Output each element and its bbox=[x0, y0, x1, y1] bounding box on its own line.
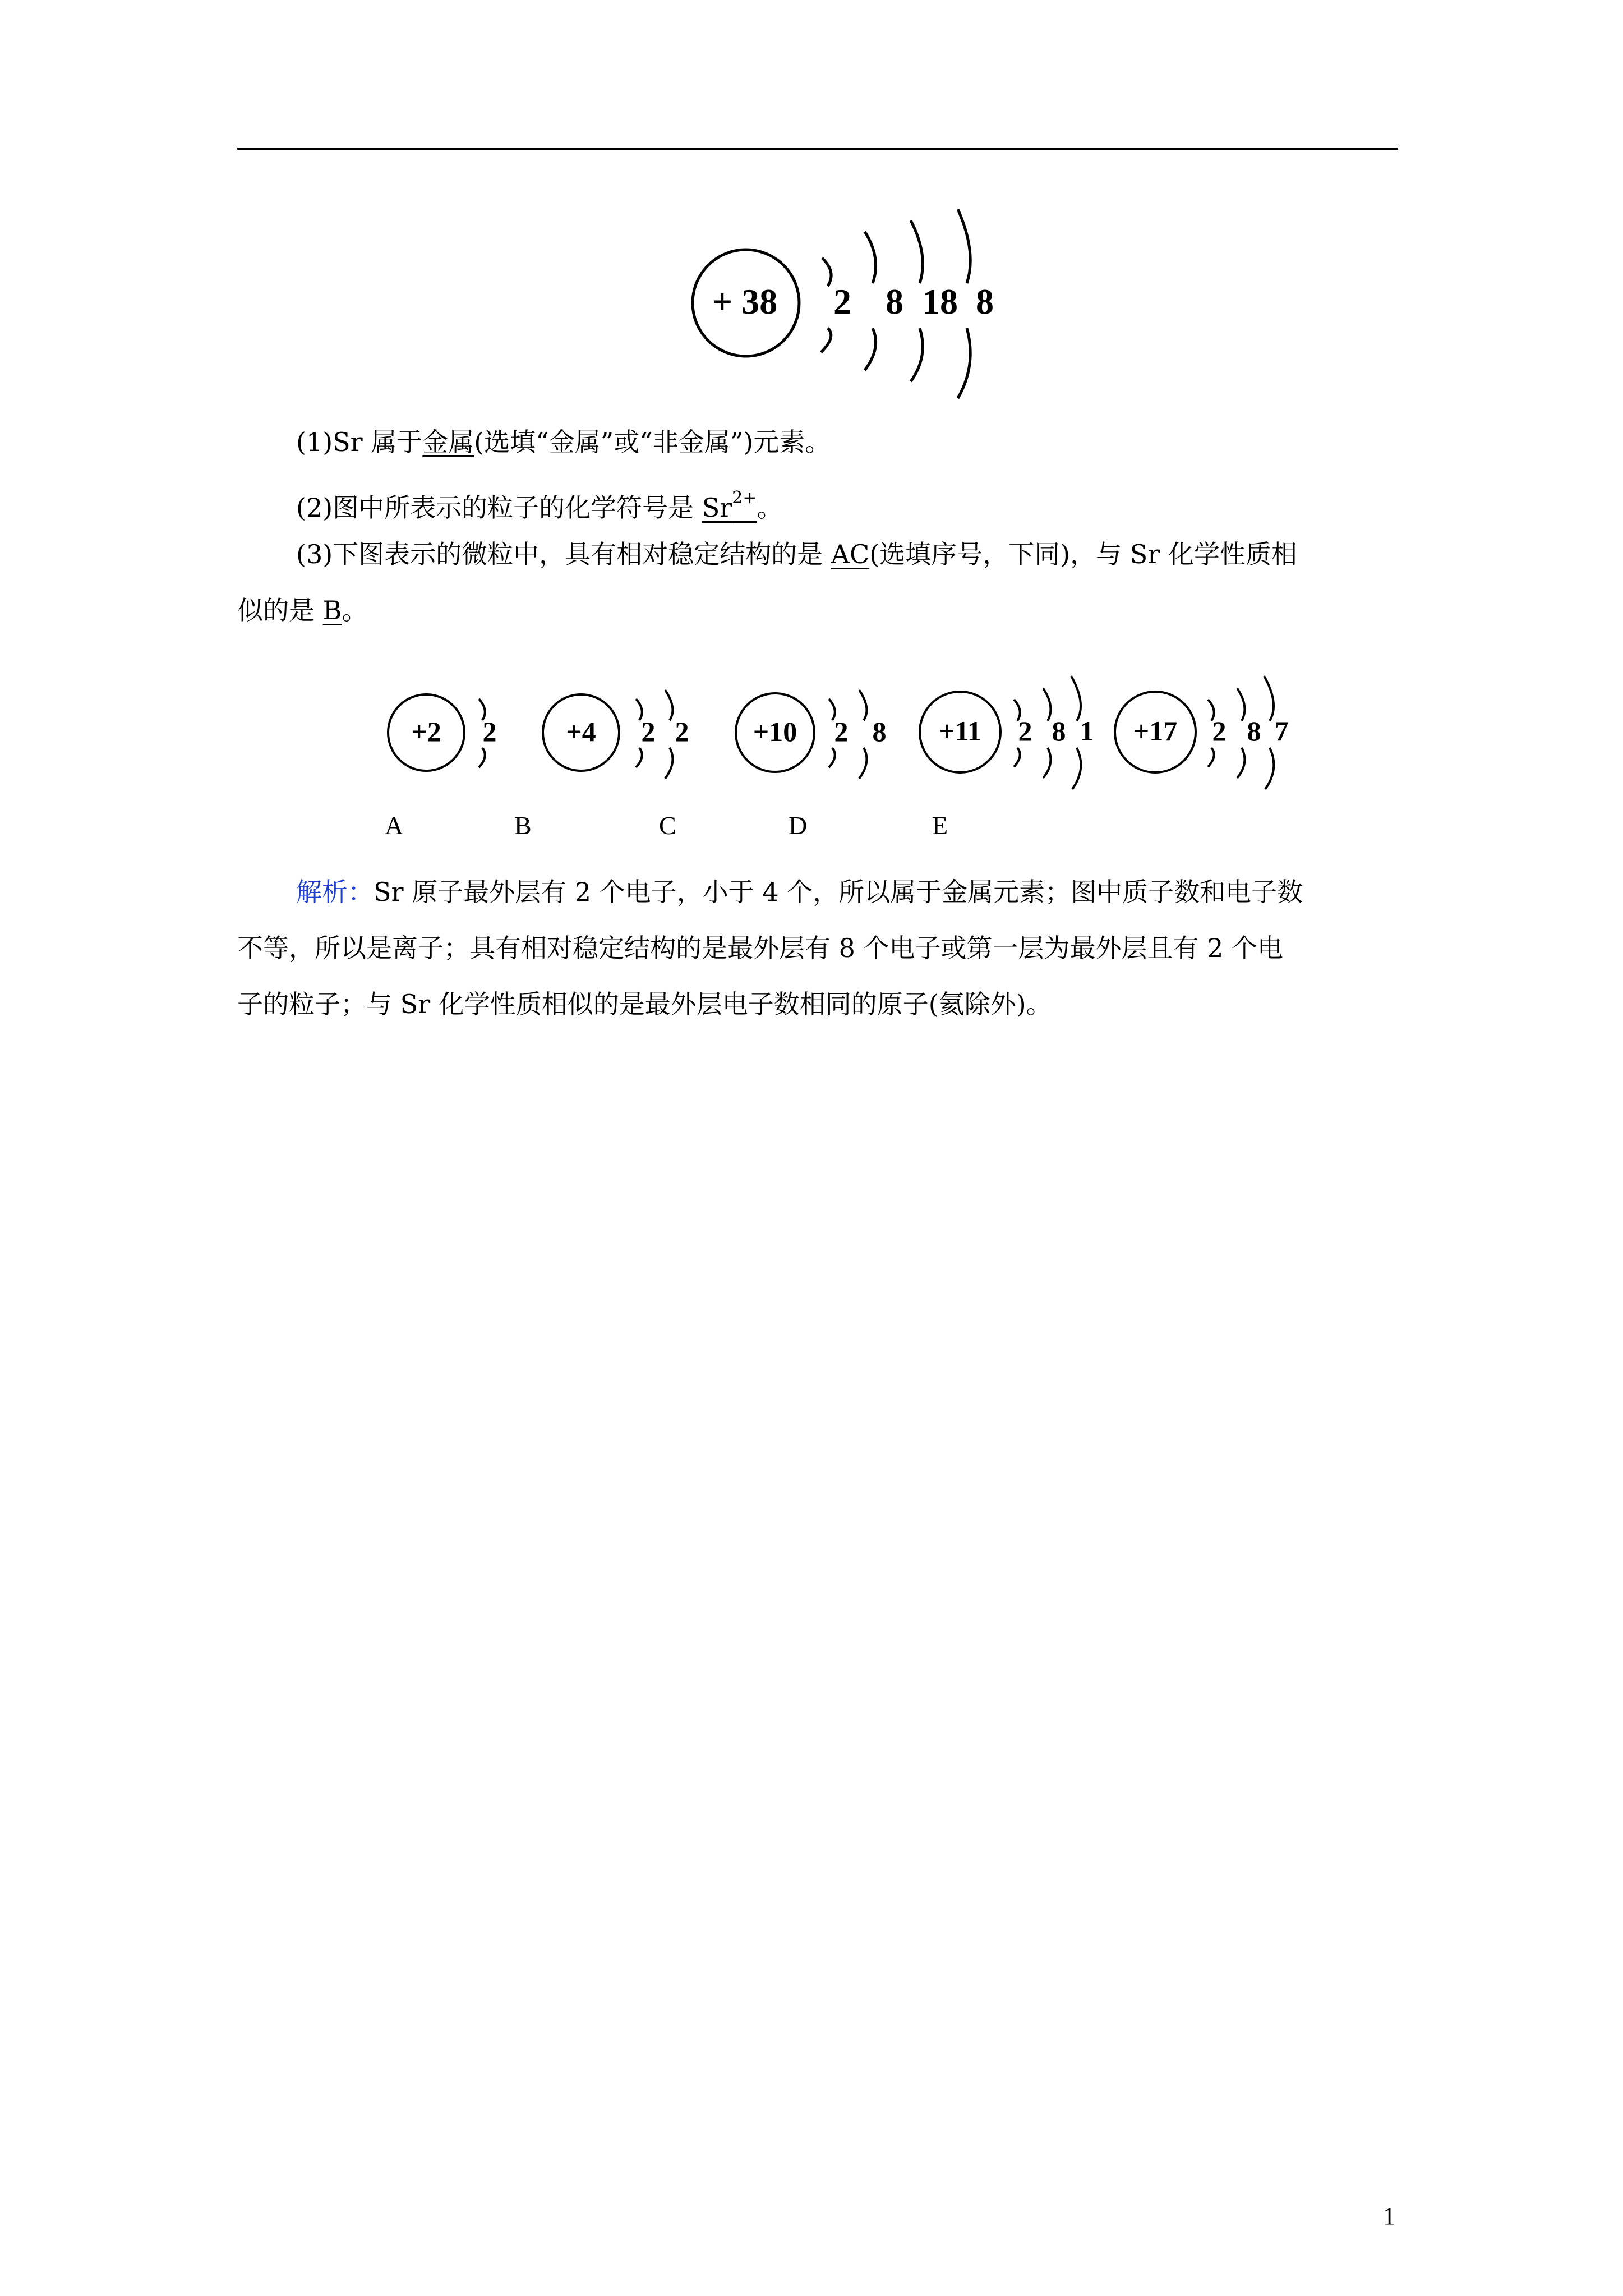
question-3-middle: (选填序号，下同)，与 Sr 化学性质相 bbox=[869, 539, 1297, 569]
question-3-answer-2: B bbox=[322, 595, 342, 625]
option-c-shell-2: 8 bbox=[872, 716, 887, 747]
shell-1-count: 2 bbox=[833, 282, 851, 321]
analysis-line-3 bbox=[237, 976, 1401, 1032]
question-1-answer: 金属 bbox=[422, 427, 474, 457]
option-letter-e: E bbox=[932, 811, 948, 840]
answer-charge: 2+ bbox=[732, 488, 757, 508]
option-d-nucleus: +11 bbox=[939, 715, 981, 747]
analysis-text-2: 不等，所以是离子；具有相对稳定结构的是最外层有 8 个电子或第一层为最外层且有 2 个电 bbox=[237, 933, 1284, 963]
analysis-label: 解析： bbox=[296, 877, 374, 907]
shell-4-count: 8 bbox=[976, 282, 994, 321]
option-e-nucleus: +17 bbox=[1133, 715, 1178, 747]
option-d-shell-1: 2 bbox=[1018, 715, 1032, 747]
question-3-line-1 bbox=[237, 526, 1460, 582]
option-e-shell-2: 8 bbox=[1247, 715, 1261, 747]
option-letters bbox=[0, 811, 1623, 855]
header-rule bbox=[237, 148, 1398, 150]
question-3-answer-1: AC bbox=[831, 539, 870, 569]
shell-2-count: 8 bbox=[886, 282, 903, 321]
option-letter-d: D bbox=[789, 811, 808, 840]
option-c-shell-1: 2 bbox=[834, 716, 849, 747]
question-3-suffix: 。 bbox=[342, 595, 368, 625]
option-a-diagram bbox=[387, 683, 522, 781]
option-d-diagram bbox=[915, 670, 1100, 791]
analysis-text-1: Sr 原子最外层有 2 个电子，小于 4 个，所以属于金属元素；图中质子数和电子数 bbox=[374, 877, 1303, 907]
answer-symbol: Sr bbox=[702, 493, 732, 523]
question-3-line2-prefix: 似的是 bbox=[237, 595, 323, 625]
option-e-diagram bbox=[1110, 670, 1295, 791]
option-b-diagram bbox=[542, 683, 710, 781]
option-d-shell-3: 1 bbox=[1080, 715, 1094, 747]
question-2-answer bbox=[702, 488, 757, 523]
option-letter-b: B bbox=[514, 811, 532, 840]
option-c-diagram bbox=[735, 683, 903, 781]
question-1-suffix: (选填“金属”或“非金属”)元素。 bbox=[474, 427, 831, 457]
question-2-suffix: 。 bbox=[757, 493, 783, 523]
option-e-shell-1: 2 bbox=[1212, 715, 1227, 747]
analysis-line-1 bbox=[237, 864, 1460, 920]
question-3-line-2 bbox=[237, 582, 1401, 638]
option-a-nucleus: +2 bbox=[411, 716, 441, 747]
question-3-prefix: (3)下图表示的微粒中，具有相对稳定结构的是 bbox=[296, 539, 831, 569]
option-a-shell-1: 2 bbox=[482, 716, 497, 747]
option-d-shell-2: 8 bbox=[1052, 715, 1066, 747]
option-c-nucleus: +10 bbox=[753, 716, 797, 747]
question-2-prefix: (2)图中所表示的粒子的化学符号是 bbox=[296, 493, 702, 523]
nucleus-charge: + 38 bbox=[712, 282, 778, 321]
shell-3-count: 18 bbox=[922, 282, 958, 321]
option-letter-a: A bbox=[385, 811, 404, 840]
page-number: 1 bbox=[1383, 2202, 1395, 2230]
analysis-line-2 bbox=[237, 920, 1401, 976]
option-b-shell-2: 2 bbox=[675, 716, 689, 747]
option-b-nucleus: +4 bbox=[566, 716, 596, 747]
sr-ion-structure-diagram bbox=[690, 205, 1004, 398]
option-e-shell-3: 7 bbox=[1274, 715, 1289, 747]
option-letter-c: C bbox=[659, 811, 676, 840]
question-1 bbox=[237, 414, 1460, 470]
option-b-shell-1: 2 bbox=[641, 716, 656, 747]
analysis-text-3: 子的粒子；与 Sr 化学性质相似的是最外层电子数相同的原子(氦除外)。 bbox=[237, 989, 1052, 1019]
question-1-prefix: (1)Sr 属于 bbox=[296, 427, 423, 457]
